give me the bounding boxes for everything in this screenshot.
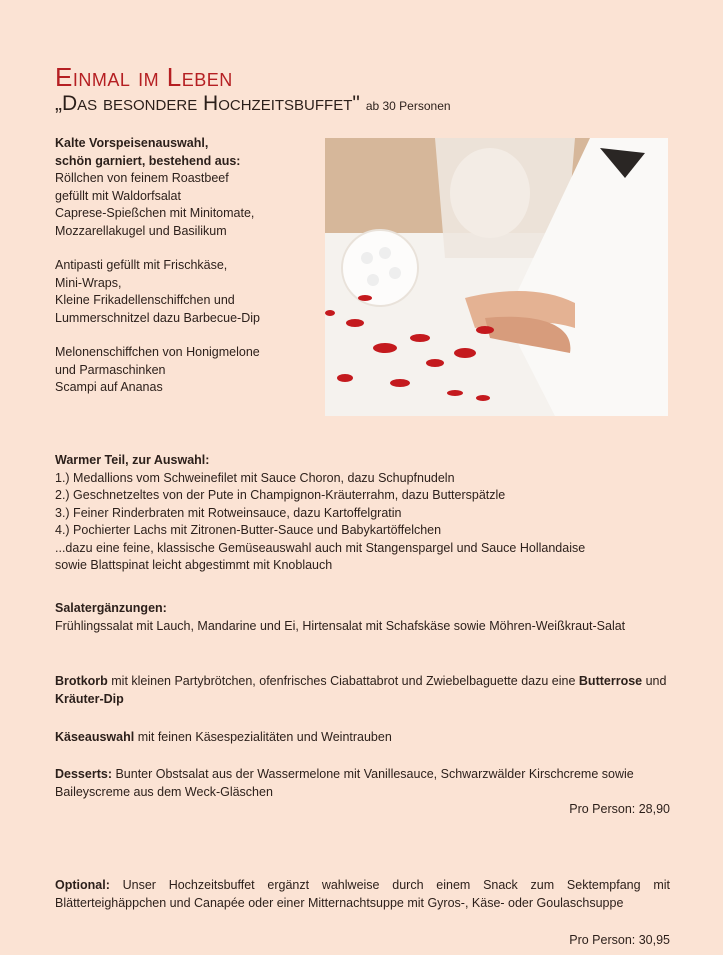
cheese-section bbox=[55, 729, 670, 747]
wedding-photo bbox=[325, 138, 668, 416]
cold-heading-2: schön garniert, bestehend aus: bbox=[55, 153, 241, 168]
warm-heading: Warmer Teil, zur Auswahl: bbox=[55, 453, 210, 467]
optional-section bbox=[55, 877, 670, 912]
cold-heading-1: Kalte Vorspeisenauswahl, bbox=[55, 136, 209, 150]
salad-heading: Salatergänzungen: bbox=[55, 601, 167, 615]
price-2: Pro Person: 30,95 bbox=[569, 933, 670, 947]
price-2-row bbox=[55, 932, 670, 950]
salad-text: Frühlingssalat mit Lauch, Mandarine und Ei, Hirtensalat mit Schafskäse sowie Möhren-Weißkraut-Salat bbox=[55, 618, 626, 633]
warm-item: 2.) Geschnetzeltes von der Pute in Champignon-Kräuterrahm, dazu Butterspätzle bbox=[55, 488, 506, 502]
warm-item: 1.) Medallions vom Schweinefilet mit Sauce Choron, dazu Schupfnudeln bbox=[55, 470, 455, 485]
bread-text-2: und bbox=[642, 674, 667, 688]
desserts-label: Desserts: bbox=[55, 767, 112, 781]
cold-line: Lummerschnitzel dazu Barbecue-Dip bbox=[55, 310, 260, 325]
cold-line: und Parmaschinken bbox=[55, 362, 166, 377]
bread-section bbox=[55, 673, 670, 708]
cold-line: Kleine Frikadellenschiffchen und bbox=[55, 293, 235, 307]
salad-section bbox=[55, 600, 670, 635]
bread-label: Brotkorb bbox=[55, 674, 108, 688]
cold-line: gefüllt mit Waldorfsalat bbox=[55, 188, 181, 203]
wedding-photo-illustration bbox=[325, 138, 668, 416]
cold-line: Melonenschiffchen von Honigmelone bbox=[55, 345, 260, 359]
desserts-text: Bunter Obstsalat aus der Wassermelone mit Vanillesauce, Schwarzwälder Kirschcreme sowie Baileyscreme aus dem Weck-Gläschen bbox=[55, 767, 634, 799]
cheese-text: mit feinen Käsespezialitäten und Weintrauben bbox=[134, 730, 392, 744]
cold-line: Mini-Wraps, bbox=[55, 275, 122, 290]
bread-text: mit kleinen Partybrötchen, ofenfrisches Ciabattabrot und Zwiebelbaguette dazu eine bbox=[107, 674, 579, 688]
page-subtitle bbox=[55, 92, 451, 116]
cold-line: Caprese-Spießchen mit Minitomate, bbox=[55, 206, 255, 220]
page-title: Einmal im Leben bbox=[55, 62, 233, 92]
cold-line: Röllchen von feinem Roastbeef bbox=[55, 171, 229, 185]
cheese-label: Käseauswahl bbox=[55, 730, 135, 744]
warm-item: sowie Blattspinat leicht abgestimmt mit Knoblauch bbox=[55, 558, 333, 572]
cold-line: Scampi auf Ananas bbox=[55, 380, 163, 394]
subtitle-note: ab 30 Personen bbox=[365, 99, 451, 113]
cold-line: Antipasti gefüllt mit Frischkäse, bbox=[55, 258, 228, 272]
cold-line: Mozzarellakugel und Basilikum bbox=[55, 223, 227, 238]
warm-item: 3.) Feiner Rinderbraten mit Rotweinsauce, dazu Kartoffelgratin bbox=[55, 505, 402, 520]
warm-item: 4.) Pochierter Lachs mit Zitronen-Butter-Sauce und Babykartöffelchen bbox=[55, 523, 442, 537]
cold-starters-section bbox=[55, 135, 320, 397]
optional-label: Optional: bbox=[55, 878, 110, 892]
price-1: Pro Person: 28,90 bbox=[569, 802, 670, 816]
warm-section bbox=[55, 452, 670, 575]
desserts-section bbox=[55, 766, 670, 819]
herb-dip-label: Kräuter-Dip bbox=[55, 691, 124, 706]
subtitle-text: „Das besondere Hochzeitsbuffet" bbox=[55, 92, 360, 115]
optional-text: Unser Hochzeitsbuffet ergänzt wahlweise durch einem Snack zum Sektempfang mit Blätterteighäppchen und Canapée oder einer Mitternachtsuppe mit Gyros-, Käse- oder Goulaschsuppe bbox=[55, 878, 670, 910]
butterrose-label: Butterrose bbox=[578, 674, 643, 688]
warm-item: ...dazu eine feine, klassische Gemüseauswahl auch mit Stangenspargel und Sauce Hollandaise bbox=[55, 540, 586, 555]
